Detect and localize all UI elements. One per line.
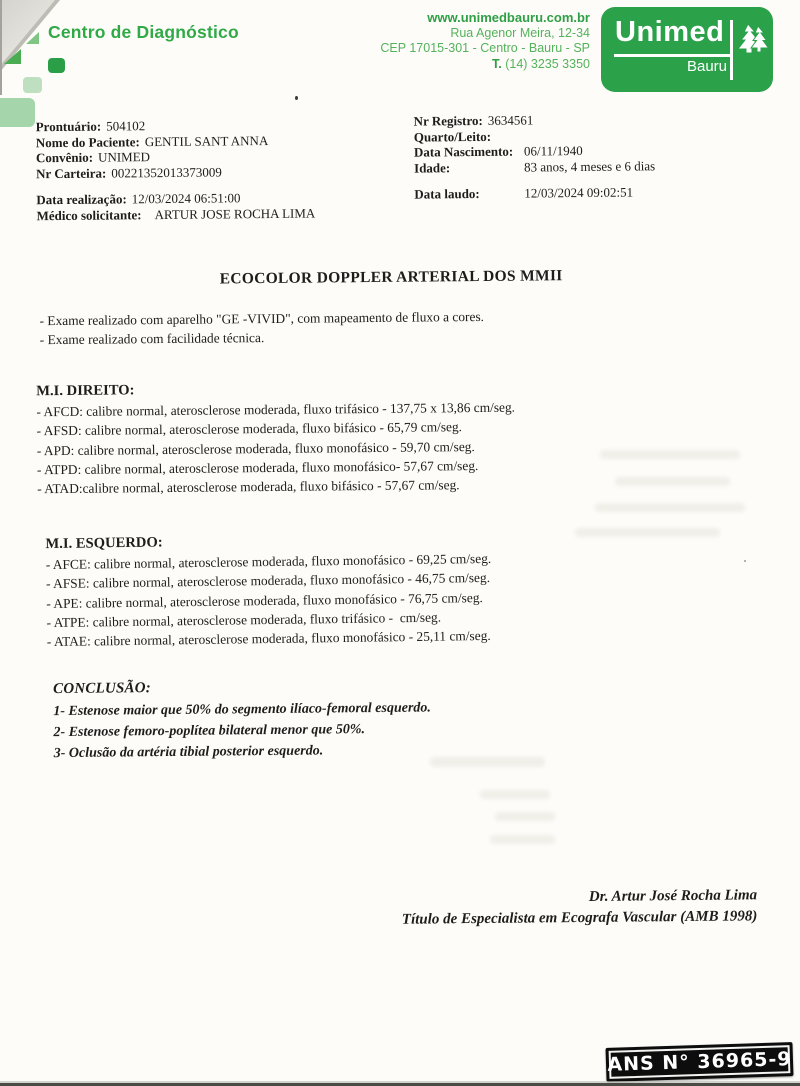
section-mi-direito xyxy=(36,379,516,499)
bleed-through-mark xyxy=(490,835,555,844)
report-title: ECOCOLOR DOPPLER ARTERIAL DOS MMII xyxy=(219,267,563,288)
ans-registration-badge xyxy=(606,1042,794,1082)
field-data-laudo xyxy=(414,185,633,203)
finding-line: - APE: calibre normal, aterosclerose moderada, fluxo monofásico - 76,75 cm/seg. xyxy=(46,589,483,611)
field-nr-carteira xyxy=(36,164,269,182)
field-label: Nome do Paciente: xyxy=(35,133,140,150)
finding-line: - ATPE: calibre normal, aterosclerose moderada, fluxo trifásico - cm/seg. xyxy=(46,609,442,631)
field-label: Convênio: xyxy=(35,149,94,166)
section-heading: M.I. DIREITO: xyxy=(36,382,135,400)
signature-block xyxy=(402,885,758,930)
section-heading: M.I. ESQUERDO: xyxy=(45,534,163,553)
conclusion-item: 2- Estenose femoro-poplítea bilateral menor que 50%. xyxy=(53,722,366,741)
clinic-cep-line: CEP 17015-301 - Centro - Bauru - SP xyxy=(380,41,590,55)
conclusion-section xyxy=(53,677,431,764)
intro-line: - Exame realizado com aparelho "GE -VIVID", com mapeamento de fluxo a cores. xyxy=(39,308,485,329)
field-label: Nr Carteira: xyxy=(36,165,107,182)
field-value: 00221352013373009 xyxy=(111,164,222,181)
finding-line: - ATAE: calibre normal, aterosclerose moderada, fluxo monofásico - 25,11 cm/seg. xyxy=(46,628,491,650)
bleed-through-mark xyxy=(575,528,720,537)
bleed-through-mark xyxy=(430,757,545,767)
bleed-through-mark xyxy=(495,812,555,821)
field-label: Prontuário: xyxy=(35,118,102,135)
finding-line: - AFCE: calibre normal, aterosclerose moderada, fluxo monofásico - 69,25 cm/seg. xyxy=(45,550,492,573)
field-label: Data realização: xyxy=(36,191,127,208)
field-value: GENTIL SANT ANNA xyxy=(144,132,269,149)
ans-badge-frame xyxy=(609,1045,791,1079)
bleed-through-mark xyxy=(615,477,730,486)
conclusion-item: 3- Oclusão da artéria tibial posterior esquerdo. xyxy=(53,743,324,762)
bleed-through-mark xyxy=(595,503,745,512)
field-label: Idade: xyxy=(414,160,451,176)
doctor-name: Dr. Artur José Rocha Lima xyxy=(588,887,758,905)
patient-info-left-column xyxy=(36,117,269,182)
field-label: Nr Registro: xyxy=(413,112,483,129)
phone-number: (14) 3235 3350 xyxy=(505,56,590,71)
scan-speck xyxy=(744,560,746,562)
field-label: Data Nascimento: xyxy=(413,143,514,160)
unimed-wordmark: Unimed xyxy=(615,16,725,48)
finding-line: - ATPD: calibre normal, aterosclerose moderada, fluxo monofásico- 57,67 cm/seg. xyxy=(36,457,479,478)
field-value: 83 anos, 4 meses e 6 dias xyxy=(524,158,656,175)
bleed-through-mark xyxy=(600,450,740,459)
field-value: 504102 xyxy=(106,118,146,134)
field-value: UNIMED xyxy=(97,149,151,165)
field-nome-paciente xyxy=(36,133,269,151)
field-label: Data laudo: xyxy=(414,185,480,202)
scan-speck xyxy=(295,96,298,100)
section-mi-esquerdo xyxy=(45,530,492,652)
finding-line: - AFCD: calibre normal, aterosclerose moderada, fluxo trifásico - 137,75 x 13,86 cm/seg. xyxy=(36,399,516,420)
intro-line: - Exame realizado com facilidade técnica. xyxy=(39,330,265,348)
doctor-credential: Título de Especialista em Ecografa Vascular (AMB 1998) xyxy=(401,908,758,928)
patient-info-right-column xyxy=(414,111,656,176)
finding-line: - ATAD:calibre normal, aterosclerose moderada, fluxo bifásico - 57,67 cm/seg. xyxy=(37,477,460,497)
exam-intro-notes xyxy=(39,307,484,350)
clinic-name: Centro de Diagnóstico xyxy=(48,22,239,42)
field-value: 12/03/2024 06:51:00 xyxy=(131,190,241,207)
field-value: 12/03/2024 09:02:51 xyxy=(524,184,634,201)
field-label: Quarto/Leito: xyxy=(413,128,492,145)
finding-line: - AFSE: calibre normal, aterosclerose moderada, fluxo monofásico - 46,75 cm/seg. xyxy=(45,570,491,592)
bleed-through-mark xyxy=(480,790,550,799)
conclusion-item: 1- Estenose maior que 50% do segmento ilíaco-femoral esquerdo. xyxy=(53,700,431,720)
ans-number: ANS N° 36965-9 xyxy=(607,1048,792,1076)
unimed-city-label: Bauru xyxy=(686,58,727,75)
field-value: 06/11/1940 xyxy=(523,143,583,159)
field-label: Médico solicitante: xyxy=(36,206,142,223)
clinic-website: www.unimedbauru.com.br xyxy=(427,10,590,25)
conclusion-heading: CONCLUSÃO: xyxy=(53,680,152,698)
field-medico-solicitante xyxy=(36,205,315,223)
finding-line: - APD: calibre normal, aterosclerose moderada, fluxo monofásico - 59,70 cm/seg. xyxy=(36,438,475,458)
field-value: 3634561 xyxy=(487,112,534,128)
patient-info-right-dates xyxy=(414,185,633,203)
clinic-address: Rua Agenor Meira, 12-34 xyxy=(450,25,590,40)
finding-line: - AFSD: calibre normal, aterosclerose moderada, fluxo bifásico - 65,79 cm/seg. xyxy=(36,419,463,439)
patient-info-left-dates xyxy=(36,190,315,224)
field-idade xyxy=(414,158,655,176)
phone-label: T. xyxy=(491,56,502,71)
field-value: ARTUR JOSE ROCHA LIMA xyxy=(154,205,316,222)
